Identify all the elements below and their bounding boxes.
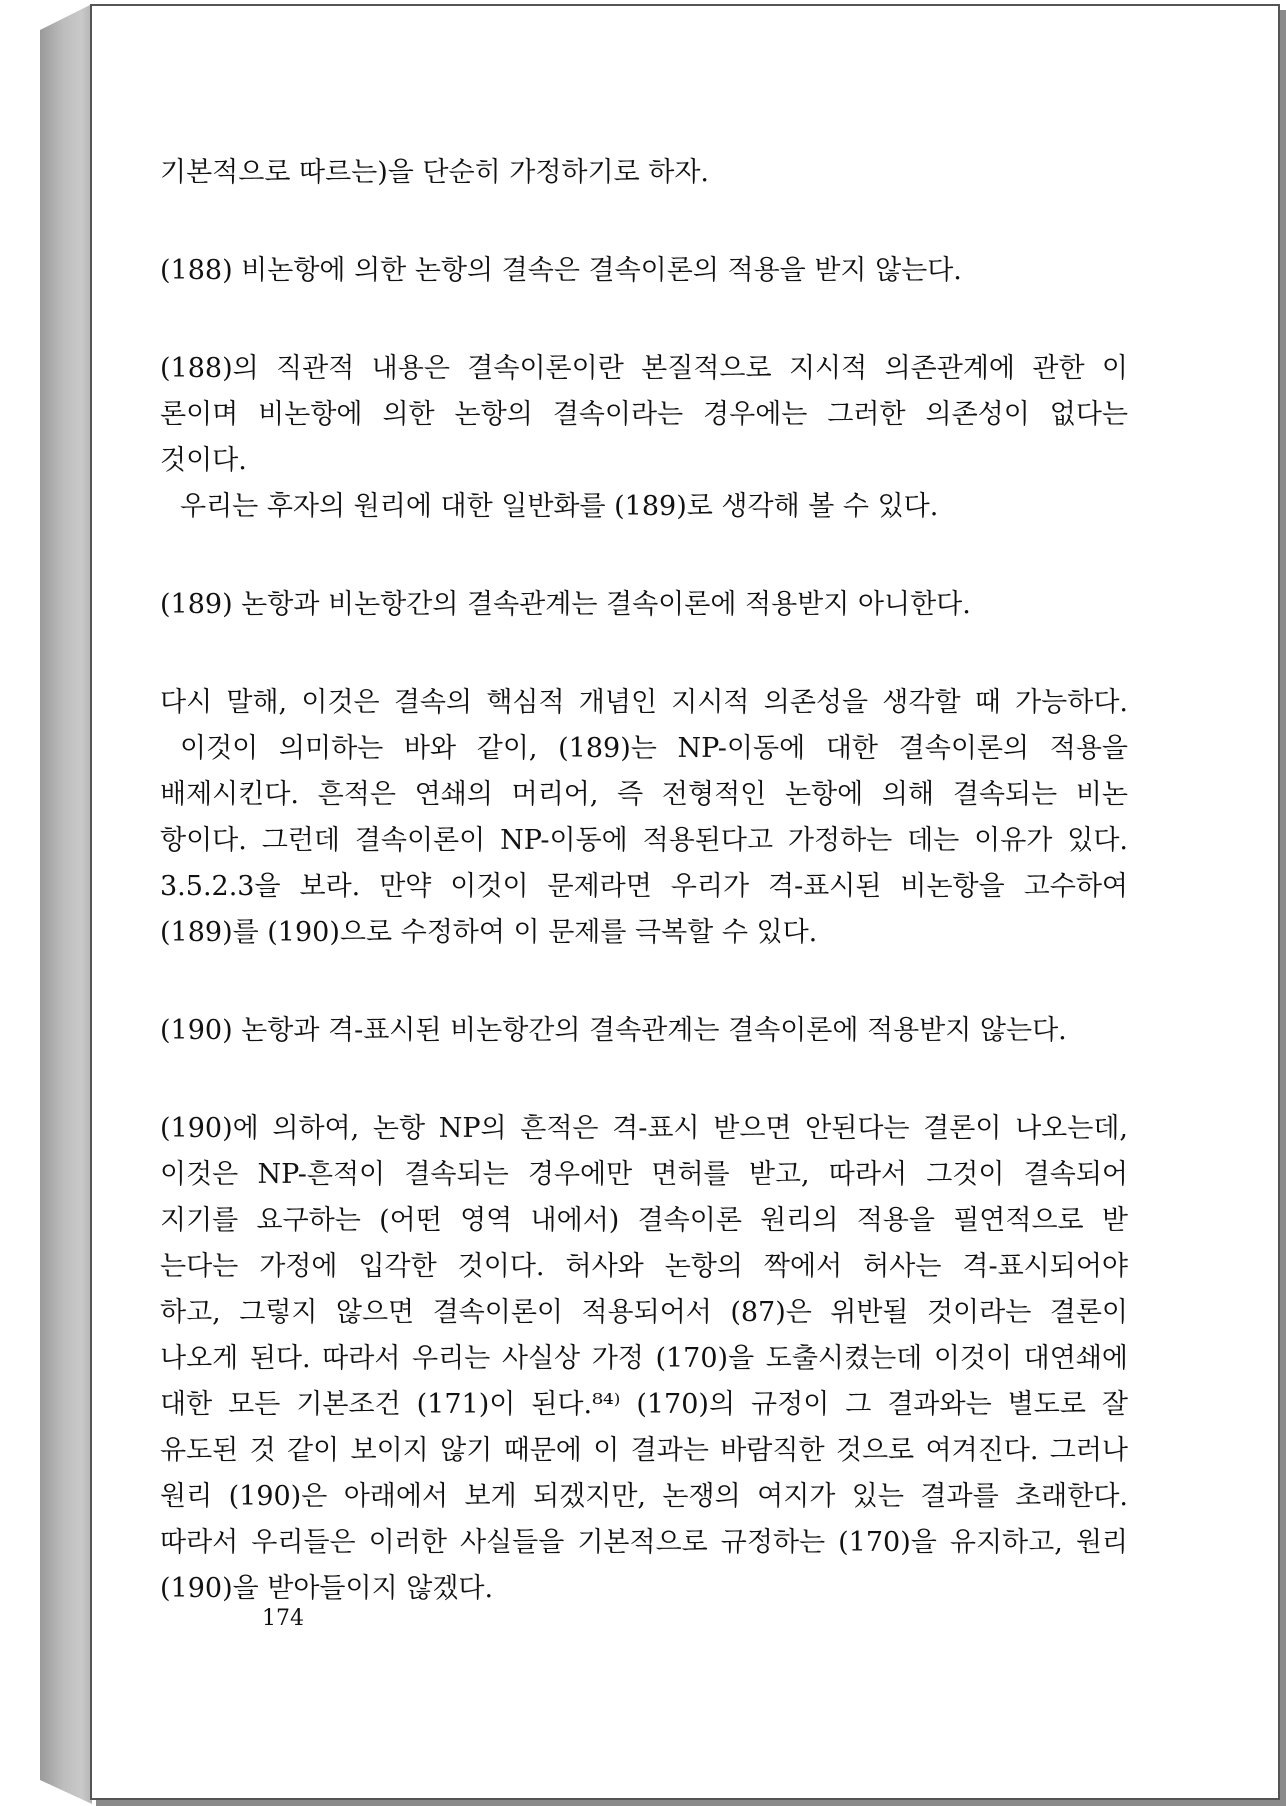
spacer — [160, 628, 1128, 680]
spacer — [160, 530, 1128, 582]
text-line: 따라서 우리들은 이러한 사실들을 기본적으로 규정하는 (170)을 유지하고, 원리 — [160, 1527, 1128, 1558]
text-line: 이것은 NP-흔적이 결속되는 경우에만 면허를 받고, 따라서 그것이 결속되어 — [160, 1159, 1128, 1190]
example-189: (189) 논항과 비논항간의 결속관계는 결속이론에 적용받지 아니한다. — [160, 589, 971, 620]
text-line: 원리 (190)은 아래에서 보게 되겠지만, 논쟁의 여지가 있는 결과를 초래한다. — [160, 1481, 1128, 1512]
text-line: 유도된 것 같이 보이지 않기 때문에 이 결과는 바람직한 것으로 여겨진다. 그러나 — [160, 1435, 1128, 1466]
spacer — [160, 1054, 1128, 1106]
text-line: 기본적으로 따르는)을 단순히 가정하기로 하자. — [160, 157, 710, 188]
text-line: 우리는 후자의 원리에 대한 일반화를 (189)로 생각해 볼 수 있다. — [180, 491, 939, 522]
text-line: 는다는 가정에 입각한 것이다. 허사와 논항의 짝에서 허사는 격-표시되어야 — [160, 1251, 1128, 1282]
spacer — [160, 956, 1128, 1008]
text-line: 론이며 비논항에 의한 논항의 결속이라는 경우에는 그러한 의존성이 없다는 — [160, 399, 1128, 430]
example-190: (190) 논항과 격-표시된 비논항간의 결속관계는 결속이론에 적용받지 않는다. — [160, 1015, 1067, 1046]
spacer — [160, 196, 1128, 248]
page-number: 174 — [262, 1606, 304, 1631]
example-188: (188) 비논항에 의한 논항의 결속은 결속이론의 적용을 받지 않는다. — [160, 255, 962, 286]
text-line: 항이다. 그런데 결속이론이 NP-이동에 적용된다고 가정하는 데는 이유가 있다. — [160, 825, 1128, 856]
text-line: (190)을 받아들이지 않겠다. — [160, 1573, 494, 1604]
text-line: 하고, 그렇지 않으면 결속이론이 적용되어서 (87)은 위반될 것이라는 결론이 — [160, 1297, 1128, 1328]
book-spine — [40, 4, 92, 1804]
text-line: (190)에 의하여, 논항 NP의 흔적은 격-표시 받으면 안된다는 결론이 나오는데, — [160, 1113, 1128, 1144]
text-line: 지기를 요구하는 (어떤 영역 내에서) 결속이론 원리의 적용을 필연적으로 받 — [160, 1205, 1128, 1236]
text-line: 다시 말해, 이것은 결속의 핵심적 개념인 지시적 의존성을 생각할 때 가능하다. — [160, 687, 1128, 718]
page-text — [160, 150, 1128, 1612]
text-line: 이것이 의미하는 바와 같이, (189)는 NP-이동에 대한 결속이론의 적용을 — [180, 733, 1128, 764]
spacer — [160, 294, 1128, 346]
text-line: 3.5.2.3을 보라. 만약 이것이 문제라면 우리가 격-표시된 비논항을 고수하여 — [160, 871, 1128, 902]
text-line: 배제시킨다. 흔적은 연쇄의 머리어, 즉 전형적인 논항에 의해 결속되는 비논 — [160, 779, 1128, 810]
text-line: 대한 모든 기본조건 (171)이 된다.⁸⁴⁾ (170)의 규정이 그 결과와는 별도로 잘 — [160, 1389, 1128, 1420]
text-line: (188)의 직관적 내용은 결속이론이란 본질적으로 지시적 의존관계에 관한 이 — [160, 353, 1128, 384]
text-line: (189)를 (190)으로 수정하여 이 문제를 극복할 수 있다. — [160, 917, 818, 948]
text-line: 것이다. — [160, 445, 247, 476]
text-line: 나오게 된다. 따라서 우리는 사실상 가정 (170)을 도출시켰는데 이것이 대연쇄에 — [160, 1343, 1128, 1374]
